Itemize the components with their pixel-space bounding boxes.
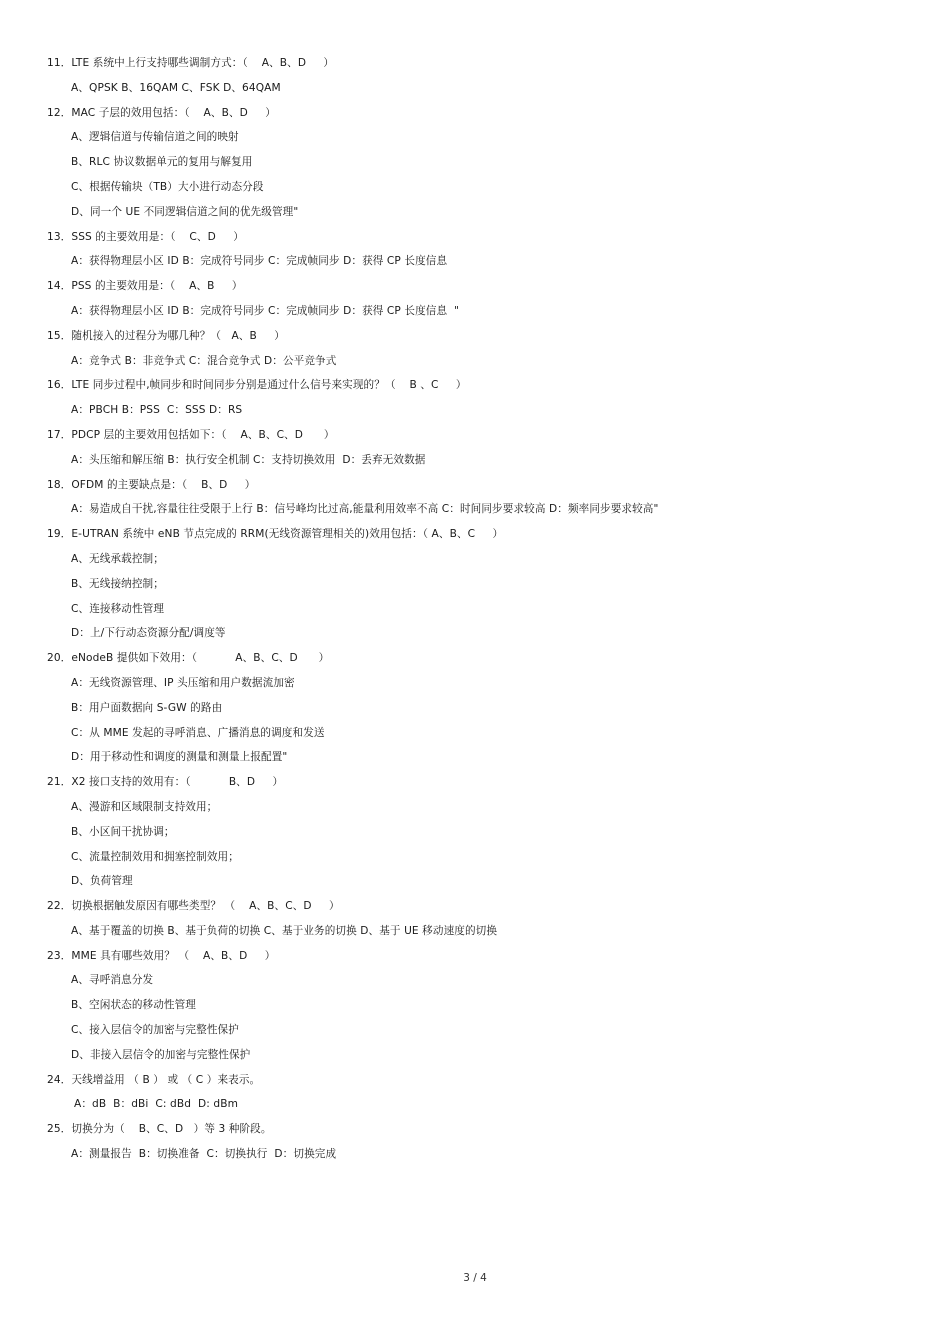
answer-options: D：上/下行动态资源分配/调度等	[71, 627, 226, 640]
question-list	[0, 51, 950, 1167]
answer-options: B、无线接纳控制；	[71, 577, 164, 590]
answer-options: A：测量报告 B：切换准备 C：切换执行 D：切换完成	[71, 1148, 337, 1161]
answer-options: C、根据传输块（TB）大小进行动态分段	[71, 180, 264, 193]
answer-options: A：无线资源管理、IP 头压缩和用户数据流加密	[71, 676, 295, 689]
question-text: 19．E-UTRAN 系统中 eNB 节点完成的 RRM(无线资源管理相关的)效用包括：（ A、B、C ）	[47, 528, 504, 541]
answer-options: B、RLC 协议数据单元的复用与解复用	[71, 156, 253, 169]
question-text: 17．PDCP 层的主要效用包括如下：（ A、B、C、D ）	[47, 428, 335, 441]
answer-options: B、空闲状态的移动性管理	[71, 999, 196, 1012]
question-text: 12．MAC 子层的效用包括：（ A、B、D ）	[47, 106, 276, 119]
question-text: 15．随机接入的过程分为哪几种？（ A、B ）	[47, 329, 285, 342]
answer-options: A：获得物理层小区 ID B：完成符号同步 C：完成帧同步 D：获得 CP 长度信息	[71, 255, 448, 268]
answer-options: C、连接移动性管理	[71, 602, 165, 615]
answer-options: A、基于覆盖的切换 B、基于负荷的切换 C、基于业务的切换 D、基于 UE 移动速度的切换	[71, 924, 498, 937]
answer-options: A：易造成自干扰,容量往往受限于上行 B：信号峰均比过高,能量利用效率不高 C：时间同步要求较高 D：频率同步要求较高"	[71, 503, 659, 516]
question-text: 25．切换分为（ B、C、D ）等 3 种阶段。	[47, 1123, 272, 1136]
answer-options: A：dB B：dBi C: dBd D: dBm	[74, 1098, 238, 1111]
question-text: 14．PSS 的主要效用是：（ A、B ）	[47, 280, 243, 293]
question-text: 23．MME 具有哪些效用？ （ A、B、D ）	[47, 949, 276, 962]
answer-options: A、逻辑信道与传输信道之间的映射	[71, 131, 239, 144]
answer-options: A：PBCH B：PSS C：SSS D：RS	[71, 404, 243, 417]
answer-options: A、无线承载控制；	[71, 552, 164, 565]
answer-options: A：获得物理层小区 ID B：完成符号同步 C：完成帧同步 D：获得 CP 长度信息 "	[71, 304, 460, 317]
question-text: 21．X2 接口支持的效用有：（ B、D ）	[47, 776, 284, 789]
answer-options: A：竞争式 B：非竞争式 C：混合竞争式 D：公平竞争式	[71, 354, 337, 367]
answer-options: C：从 MME 发起的寻呼消息、广播消息的调度和发送	[71, 726, 325, 739]
answer-options: B：用户面数据向 S-GW 的路由	[71, 701, 223, 714]
question-text: 24．天线增益用 （ B ） 或 （ C ）来表示。	[47, 1073, 261, 1086]
question-text: 16．LTE 同步过程中,帧同步和时间同步分别是通过什么信号来实现的？（ B 、C ）	[47, 379, 467, 392]
answer-options: B、小区间干扰协调；	[71, 825, 175, 838]
answer-options: C、流量控制效用和拥塞控制效用；	[71, 850, 239, 863]
answer-options: D：用于移动性和调度的测量和测量上报配置"	[71, 751, 288, 764]
answer-options: D、同一个 UE 不同逻辑信道之间的优先级管理"	[71, 205, 299, 218]
question-text: 11．LTE 系统中上行支持哪些调制方式：（ A、B、D ）	[47, 57, 335, 69]
answer-options: D、负荷管理	[71, 875, 133, 888]
answer-options: A、QPSK B、16QAM C、FSK D、64QAM	[71, 81, 281, 94]
question-text: 13．SSS 的主要效用是：（ C、D ）	[47, 230, 244, 243]
answer-options: C、接入层信令的加密与完整性保护	[71, 1024, 239, 1037]
answer-options: A：头压缩和解压缩 B：执行安全机制 C：支持切换效用 D：丢弃无效数据	[71, 453, 426, 466]
answer-options: A、寻呼消息分发	[71, 974, 154, 987]
answer-options: A、漫游和区域限制支持效用；	[71, 800, 218, 813]
question-text: 22．切换根据触发原因有哪些类型？ （ A、B、C、D ）	[47, 900, 340, 913]
question-text: 18．OFDM 的主要缺点是：（ B、D ）	[47, 478, 256, 491]
question-text: 20．eNodeB 提供如下效用：（ A、B、C、D ）	[47, 652, 330, 665]
page-number: 3 / 4	[463, 1272, 487, 1284]
answer-options: D、非接入层信令的加密与完整性保护	[71, 1048, 251, 1061]
